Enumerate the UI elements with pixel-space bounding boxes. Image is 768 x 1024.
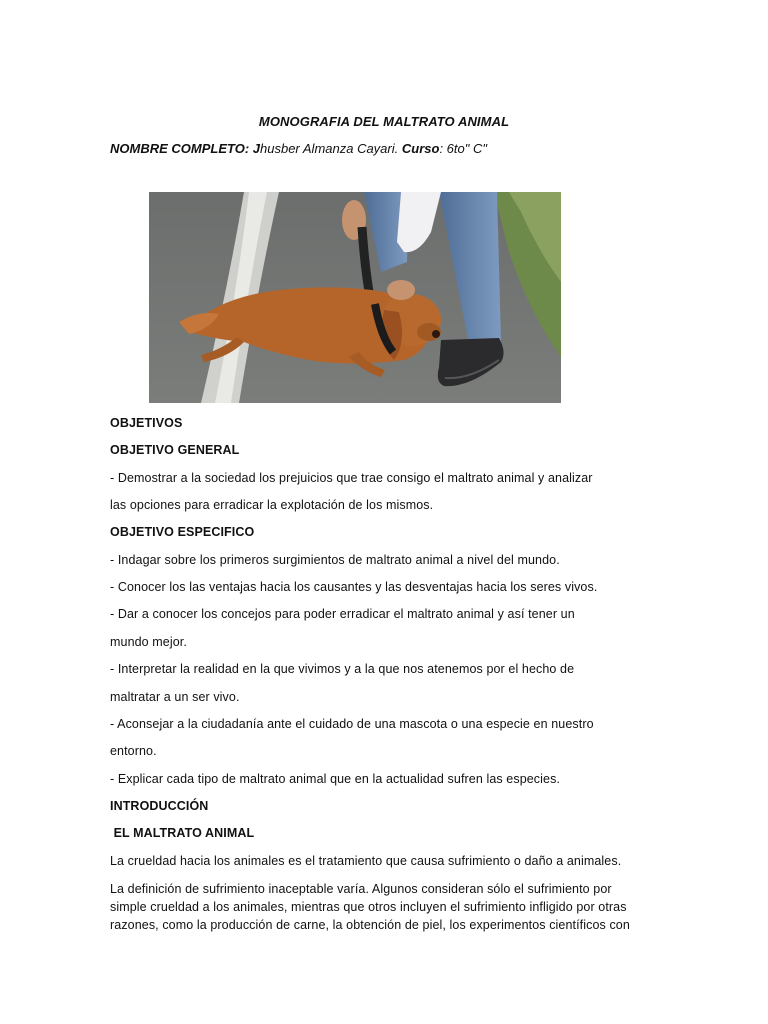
intro-line: La crueldad hacia los animales es el tratamiento que causa sufrimiento o daño a animales.: [110, 854, 622, 868]
general-objective-line: - Demostrar a la sociedad los prejuicios que trae consigo el maltrato animal y analizar: [110, 471, 593, 485]
page-title: MONOGRAFIA DEL MALTRATO ANIMAL: [258, 114, 510, 129]
specific-objective-line: - Explicar cada tipo de maltrato animal que en la actualidad sufren las especies.: [110, 772, 561, 786]
specific-objective-line: - Dar a conocer los concejos para poder erradicar el maltrato animal y así tener un: [110, 607, 575, 621]
dog-photo: [149, 192, 561, 403]
general-objective-line: las opciones para erradicar la explotación de los mismos.: [110, 498, 434, 512]
specific-objective-line: mundo mejor.: [110, 635, 187, 649]
specific-objective-line: entorno.: [110, 744, 157, 758]
specific-objective-line: - Indagar sobre los primeros surgimientos de maltrato animal a nivel del mundo.: [110, 553, 560, 567]
course-value: : 6to" C": [439, 141, 487, 156]
author-line: [110, 141, 487, 156]
heading-specific-objective: OBJETIVO ESPECIFICO: [110, 525, 255, 539]
name-label: NOMBRE COMPLETO:: [110, 141, 250, 156]
name-value: husber Almanza Cayari.: [260, 141, 399, 156]
intro-paragraph: La definición de sufrimiento inaceptable varía. Algunos consideran sólo el sufrimiento por simple crueldad a los animales, mientras que otros incluyen el sufrimiento infligido por otras razones, como la producción de carne, la obtención de piel, los experimentos científicos con: [110, 882, 630, 932]
heading-introduction: INTRODUCCIÓN: [110, 799, 209, 813]
heading-general-objective: OBJETIVO GENERAL: [110, 443, 240, 457]
photo-dog-on-road-icon: [149, 192, 561, 403]
heading-animal-abuse: EL MALTRATO ANIMAL: [110, 826, 255, 840]
specific-objective-line: - Aconsejar a la ciudadanía ante el cuidado de una mascota o una especie en nuestro: [110, 717, 594, 731]
specific-objective-line: - Interpretar la realidad en la que vivimos y a la que nos atenemos por el hecho de: [110, 662, 575, 676]
name-initial: J: [249, 141, 260, 156]
specific-objective-line: maltratar a un ser vivo.: [110, 690, 240, 704]
specific-objective-line: - Conocer los las ventajas hacia los causantes y las desventajas hacia los seres vivos.: [110, 580, 598, 594]
heading-objectives: OBJETIVOS: [110, 416, 183, 430]
course-label: Curso: [401, 141, 440, 156]
